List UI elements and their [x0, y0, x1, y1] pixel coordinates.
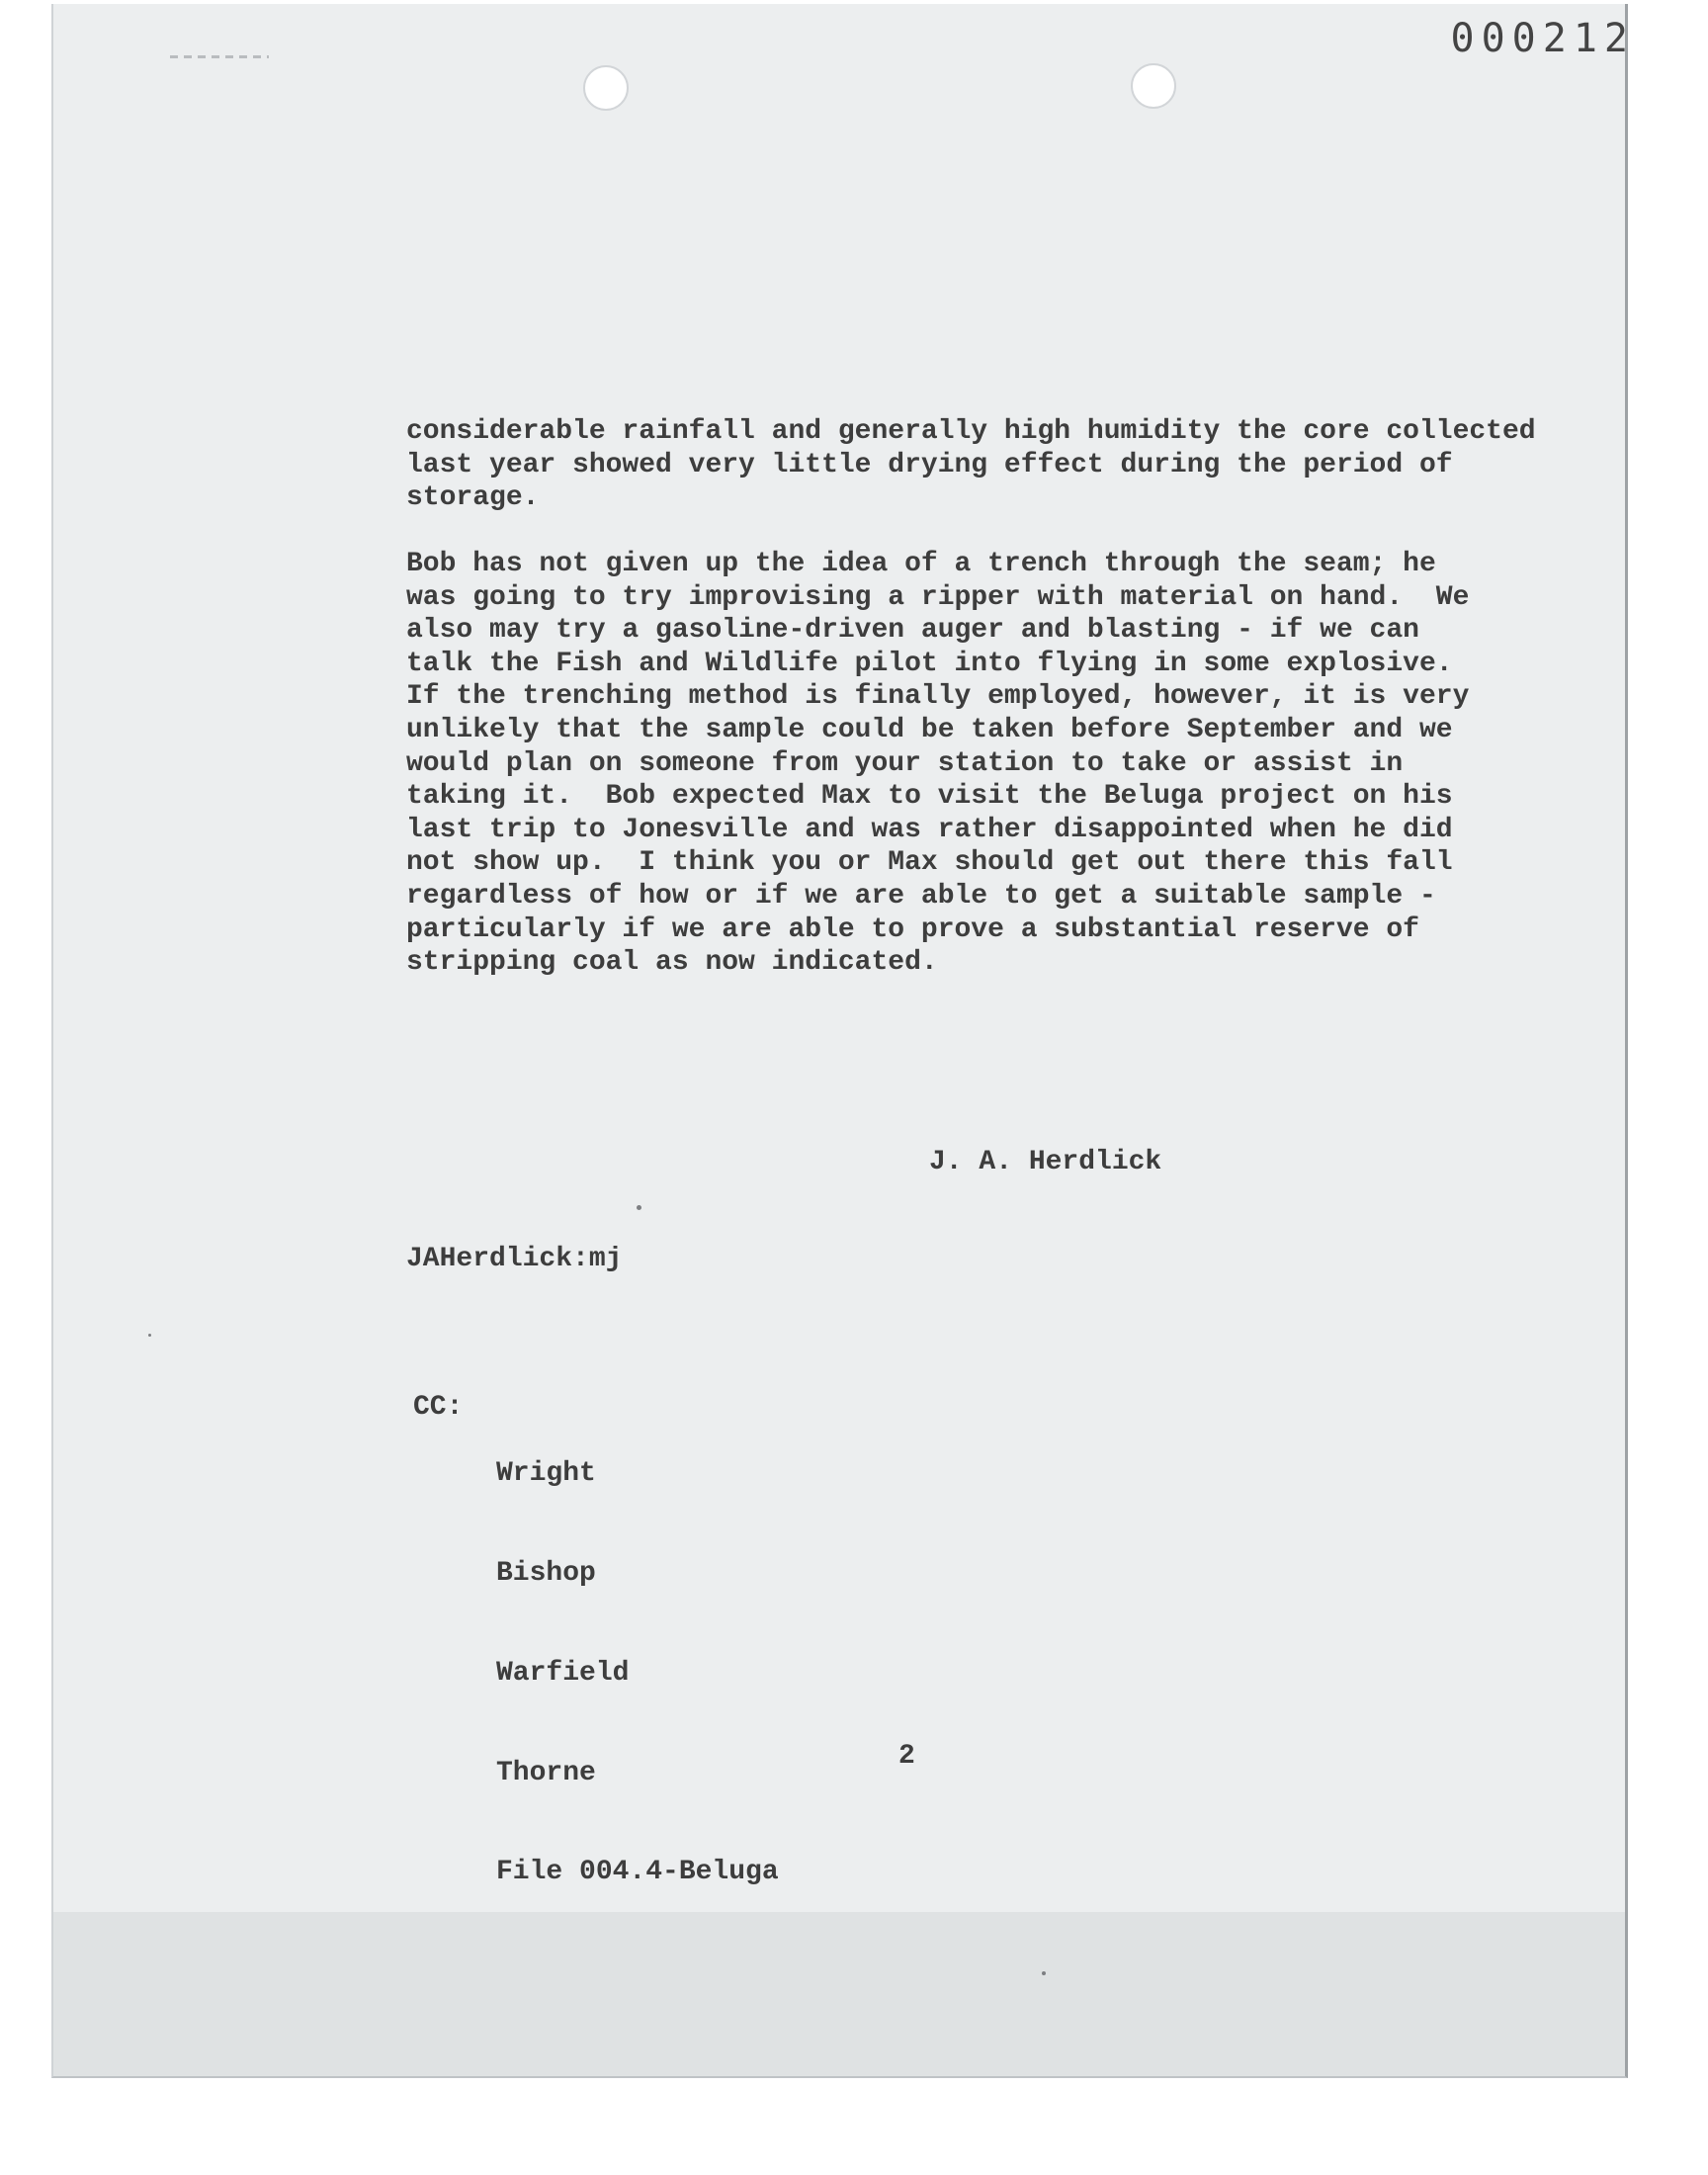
scan-speck — [148, 1334, 151, 1337]
document-control-number: 000212 — [1450, 16, 1635, 61]
page-number: 2 — [898, 1741, 915, 1772]
signature-name: J. A. Herdlick — [929, 1147, 1162, 1177]
punch-hole-right — [1131, 63, 1176, 109]
typist-initials: JAHerdlick:mj — [406, 1244, 623, 1274]
cc-recipient: Bishop — [496, 1557, 596, 1589]
body-paragraph-2: Bob has not given up the idea of a trench through the seam; he was going to try improvising a ripper with material on hand. We also may try a gasoline-driven auger and blasting - if we can talk the Fish and Wildlife pilot into flying in some explosive. If the trenching method is finally employed, however, it is very unlikely that the sample could be taken before September and we would plan on someone from your station to take or assist in taking it. Bob expected Max to visit the Beluga project on his last trip to Jonesville and was rather disappointed when he did not show up. I think you or Max should get out there this fall regardless of how or if we are able to get a suitable sample - particularly if we are able to prove a substantial reserve of stripping coal as now indicated. — [406, 549, 1470, 979]
scan-speck — [637, 1205, 641, 1210]
scanned-page — [51, 4, 1635, 2078]
cc-recipient: Warfield — [496, 1657, 630, 1689]
body-paragraph-1: considerable rainfall and generally high humidity the core collected last year showed very little drying effect during the period of storage. — [406, 416, 1536, 514]
cc-recipient-list — [496, 1391, 779, 1956]
punch-hole-left — [583, 65, 629, 111]
scan-speck — [1042, 1971, 1046, 1975]
scan-shadow-band — [53, 1912, 1625, 2076]
cc-label: CC: — [413, 1392, 464, 1423]
cc-recipient: Thorne — [496, 1757, 596, 1788]
cc-recipient: Wright — [496, 1458, 596, 1490]
scan-artifact-mark — [170, 55, 269, 58]
cc-recipient: File 004.4-Beluga — [496, 1857, 779, 1888]
